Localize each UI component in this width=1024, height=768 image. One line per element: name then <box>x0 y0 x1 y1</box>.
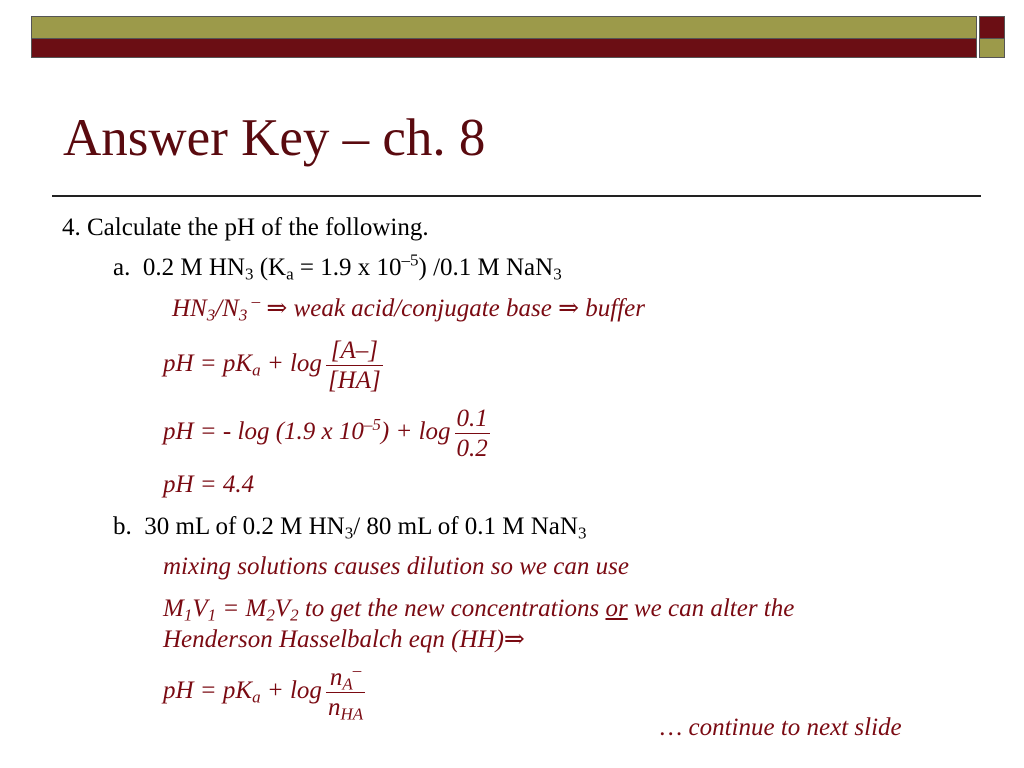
subscript: 3 <box>344 523 354 543</box>
equation-text: ) + log <box>380 418 451 446</box>
part-b-note-1: mixing solutions causes dilution so we can use <box>163 553 629 580</box>
variable-n: n <box>329 664 343 691</box>
part-a-problem-text: (K <box>253 254 287 281</box>
part-b-label: b. <box>113 513 132 540</box>
part-b-note-2 <box>163 595 795 625</box>
variable-n: n <box>327 694 341 721</box>
note-text: HN <box>172 295 207 322</box>
fraction-denominator: [HA] <box>327 367 381 394</box>
header-red-bar <box>31 39 977 58</box>
part-b-problem-text: 30 mL of 0.2 M HN <box>144 513 345 540</box>
fraction <box>326 660 365 724</box>
subscript: a <box>286 264 294 284</box>
note-text: M <box>163 595 184 622</box>
part-a-label: a. <box>113 254 131 281</box>
superscript: –5 <box>401 250 419 270</box>
part-b-problem <box>113 513 587 543</box>
equation-text: pH = pK <box>163 350 253 378</box>
superscript: – <box>352 660 362 680</box>
subscript: 2 <box>266 605 275 625</box>
note-text: to get the new concentrations <box>298 595 606 622</box>
part-a-problem-text: ) /0.1 M NaN <box>418 254 554 281</box>
continue-note: … continue to next slide <box>660 714 902 741</box>
part-a-buffer-note <box>172 291 645 325</box>
underlined-or: or <box>605 595 628 622</box>
subscript: 3 <box>206 305 216 325</box>
header-olive-square <box>979 39 1005 58</box>
question-text: 4. Calculate the pH of the following. <box>62 214 429 241</box>
note-text: V <box>192 595 208 622</box>
part-b-note-3: Henderson Hasselbalch eqn (HH)⇒ <box>163 626 525 653</box>
superscript: – <box>247 291 261 311</box>
part-a-result: pH = 4.4 <box>163 471 255 498</box>
fraction-numerator <box>326 660 365 694</box>
part-a-equation-2 <box>163 406 490 461</box>
subscript: 3 <box>238 305 248 325</box>
title-divider <box>52 195 981 197</box>
subscript: 1 <box>207 605 217 625</box>
fraction-denominator <box>326 693 365 724</box>
fraction <box>455 406 490 461</box>
note-text: V <box>274 595 291 622</box>
note-text: we can alter the <box>627 595 795 622</box>
slide-title: Answer Key – ch. 8 <box>63 109 486 167</box>
subscript: 1 <box>183 605 193 625</box>
subscript: 3 <box>244 264 254 284</box>
superscript: –5 <box>363 414 381 434</box>
subscript: 2 <box>290 605 299 625</box>
subscript: 3 <box>553 264 562 284</box>
part-a-problem <box>113 250 562 284</box>
subscript: a <box>252 360 261 380</box>
equation-text: pH = - log (1.9 x 10 <box>163 418 364 446</box>
fraction-denominator: 0.2 <box>456 435 488 462</box>
fraction <box>326 338 383 393</box>
note-text: = M <box>216 595 267 622</box>
equation-text: + log <box>260 350 322 378</box>
note-text: ⇒ weak acid/conjugate base ⇒ buffer <box>260 295 645 322</box>
fraction-numerator: 0.1 <box>456 405 488 432</box>
subscript: 3 <box>577 523 587 543</box>
part-a-problem-text: = 1.9 x 10 <box>293 254 402 281</box>
equation-text: pH = pK <box>163 677 253 705</box>
note-text: /N <box>215 295 239 322</box>
part-a-equation-1 <box>163 338 383 393</box>
subscript: A <box>342 674 353 694</box>
header-olive-bar <box>31 16 977 39</box>
fraction-numerator: [A–] <box>326 338 383 366</box>
part-a-problem-text: 0.2 M HN <box>142 254 245 281</box>
header-red-square <box>979 16 1005 39</box>
subscript: a <box>252 687 261 707</box>
part-b-problem-text: / 80 mL of 0.1 M NaN <box>353 513 578 540</box>
equation-text: + log <box>260 677 322 705</box>
part-b-equation <box>163 660 365 724</box>
subscript: HA <box>340 704 364 724</box>
